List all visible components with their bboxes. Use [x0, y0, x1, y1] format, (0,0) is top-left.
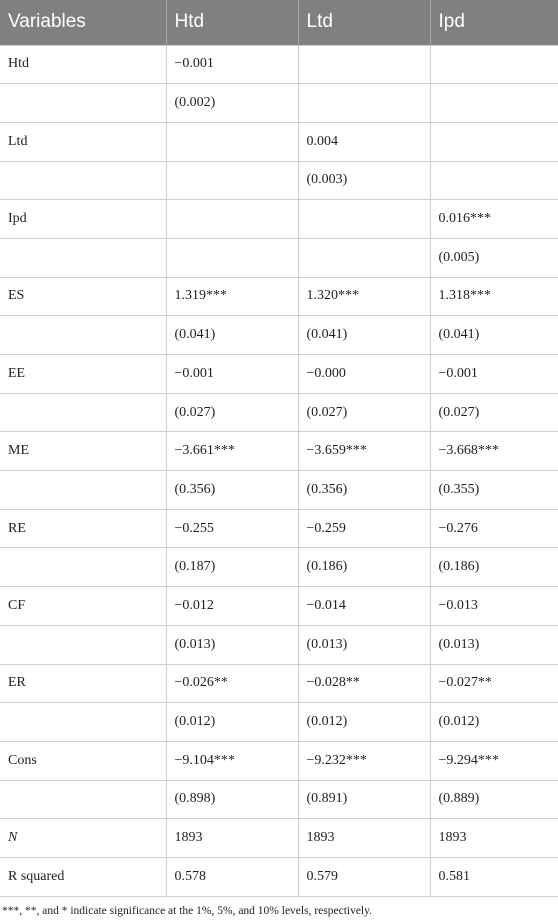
value-cell: (0.013) [166, 625, 298, 664]
value-cell: −0.013 [430, 587, 558, 626]
value-cell: 0.579 [298, 857, 430, 896]
value-cell: (0.013) [430, 625, 558, 664]
value-cell: −3.661*** [166, 432, 298, 471]
table-row [0, 509, 558, 548]
row-label-cell [0, 316, 166, 355]
value-cell: −0.255 [166, 509, 298, 548]
value-cell: 0.578 [166, 857, 298, 896]
row-label-cell: ES [0, 277, 166, 316]
value-cell: 1893 [430, 819, 558, 858]
table-row [0, 122, 558, 161]
table-row [0, 45, 558, 84]
value-cell: (0.186) [430, 548, 558, 587]
header-htd: Htd [166, 0, 298, 45]
value-cell [298, 45, 430, 84]
value-cell: (0.355) [430, 471, 558, 510]
table-row [0, 548, 558, 587]
value-cell: (0.889) [430, 780, 558, 819]
value-cell: −3.659*** [298, 432, 430, 471]
table-row [0, 355, 558, 394]
significance-note: ***, **, and * indicate significance at the 1%, 5%, and 10% levels, respectively. [2, 905, 373, 917]
value-cell [298, 200, 430, 239]
row-label-cell: N [0, 819, 166, 858]
header-ipd: Ipd [430, 0, 558, 45]
value-cell: (0.898) [166, 780, 298, 819]
value-cell: (0.027) [166, 393, 298, 432]
value-cell [298, 84, 430, 123]
row-label-cell: Ltd [0, 122, 166, 161]
row-label-cell: R squared [0, 857, 166, 896]
value-cell: −0.259 [298, 509, 430, 548]
table-row [0, 200, 558, 239]
value-cell: −9.294*** [430, 741, 558, 780]
value-cell: (0.012) [298, 703, 430, 742]
value-cell [166, 122, 298, 161]
value-cell: −0.027** [430, 664, 558, 703]
header-ltd: Ltd [298, 0, 430, 45]
table-row [0, 741, 558, 780]
table-row [0, 238, 558, 277]
row-label-cell: EE [0, 355, 166, 394]
table-body [0, 45, 558, 896]
value-cell: −0.028** [298, 664, 430, 703]
row-label-cell [0, 84, 166, 123]
value-cell: 1893 [166, 819, 298, 858]
table-row [0, 84, 558, 123]
row-label-cell [0, 238, 166, 277]
table-row [0, 161, 558, 200]
table-row [0, 587, 558, 626]
value-cell: −3.668*** [430, 432, 558, 471]
value-cell: (0.003) [298, 161, 430, 200]
value-cell [166, 238, 298, 277]
row-label-cell [0, 625, 166, 664]
table-row [0, 471, 558, 510]
row-label-cell [0, 703, 166, 742]
table-header [0, 0, 558, 45]
table-row [0, 277, 558, 316]
value-cell: 1893 [298, 819, 430, 858]
row-label-cell [0, 161, 166, 200]
header-row [0, 0, 558, 45]
value-cell [430, 84, 558, 123]
value-cell: −9.232*** [298, 741, 430, 780]
value-cell: (0.891) [298, 780, 430, 819]
value-cell: 0.004 [298, 122, 430, 161]
value-cell: −0.014 [298, 587, 430, 626]
value-cell: (0.041) [166, 316, 298, 355]
table-row [0, 316, 558, 355]
row-label-cell: Ipd [0, 200, 166, 239]
row-label-cell: ME [0, 432, 166, 471]
table-row [0, 819, 558, 858]
value-cell: (0.027) [298, 393, 430, 432]
table-row [0, 857, 558, 896]
value-cell: 0.016*** [430, 200, 558, 239]
value-cell: (0.013) [298, 625, 430, 664]
value-cell: −0.012 [166, 587, 298, 626]
value-cell: 1.319*** [166, 277, 298, 316]
value-cell [298, 238, 430, 277]
value-cell: (0.186) [298, 548, 430, 587]
header-variables: Variables [0, 0, 166, 45]
value-cell: (0.041) [430, 316, 558, 355]
value-cell: (0.041) [298, 316, 430, 355]
value-cell [166, 161, 298, 200]
value-cell: −0.001 [166, 355, 298, 394]
value-cell: (0.012) [430, 703, 558, 742]
value-cell: (0.005) [430, 238, 558, 277]
value-cell: −0.276 [430, 509, 558, 548]
value-cell [430, 122, 558, 161]
value-cell: (0.002) [166, 84, 298, 123]
row-label-cell [0, 471, 166, 510]
value-cell [430, 45, 558, 84]
value-cell: 1.320*** [298, 277, 430, 316]
table-row [0, 780, 558, 819]
value-cell: −9.104*** [166, 741, 298, 780]
table-row [0, 664, 558, 703]
row-label-cell [0, 780, 166, 819]
table-row [0, 432, 558, 471]
row-label-cell: ER [0, 664, 166, 703]
table-row [0, 393, 558, 432]
row-label-cell: CF [0, 587, 166, 626]
value-cell [166, 200, 298, 239]
value-cell: 0.581 [430, 857, 558, 896]
value-cell: (0.027) [430, 393, 558, 432]
value-cell [430, 161, 558, 200]
value-cell: (0.356) [298, 471, 430, 510]
value-cell: −0.001 [430, 355, 558, 394]
value-cell: (0.012) [166, 703, 298, 742]
row-label-cell [0, 548, 166, 587]
value-cell: −0.001 [166, 45, 298, 84]
value-cell: (0.187) [166, 548, 298, 587]
value-cell: 1.318*** [430, 277, 558, 316]
row-label-cell: Cons [0, 741, 166, 780]
row-label-cell: Htd [0, 45, 166, 84]
table-row [0, 625, 558, 664]
value-cell: (0.356) [166, 471, 298, 510]
value-cell: −0.026** [166, 664, 298, 703]
value-cell: −0.000 [298, 355, 430, 394]
row-label-cell: RE [0, 509, 166, 548]
row-label-cell [0, 393, 166, 432]
table-row [0, 703, 558, 742]
